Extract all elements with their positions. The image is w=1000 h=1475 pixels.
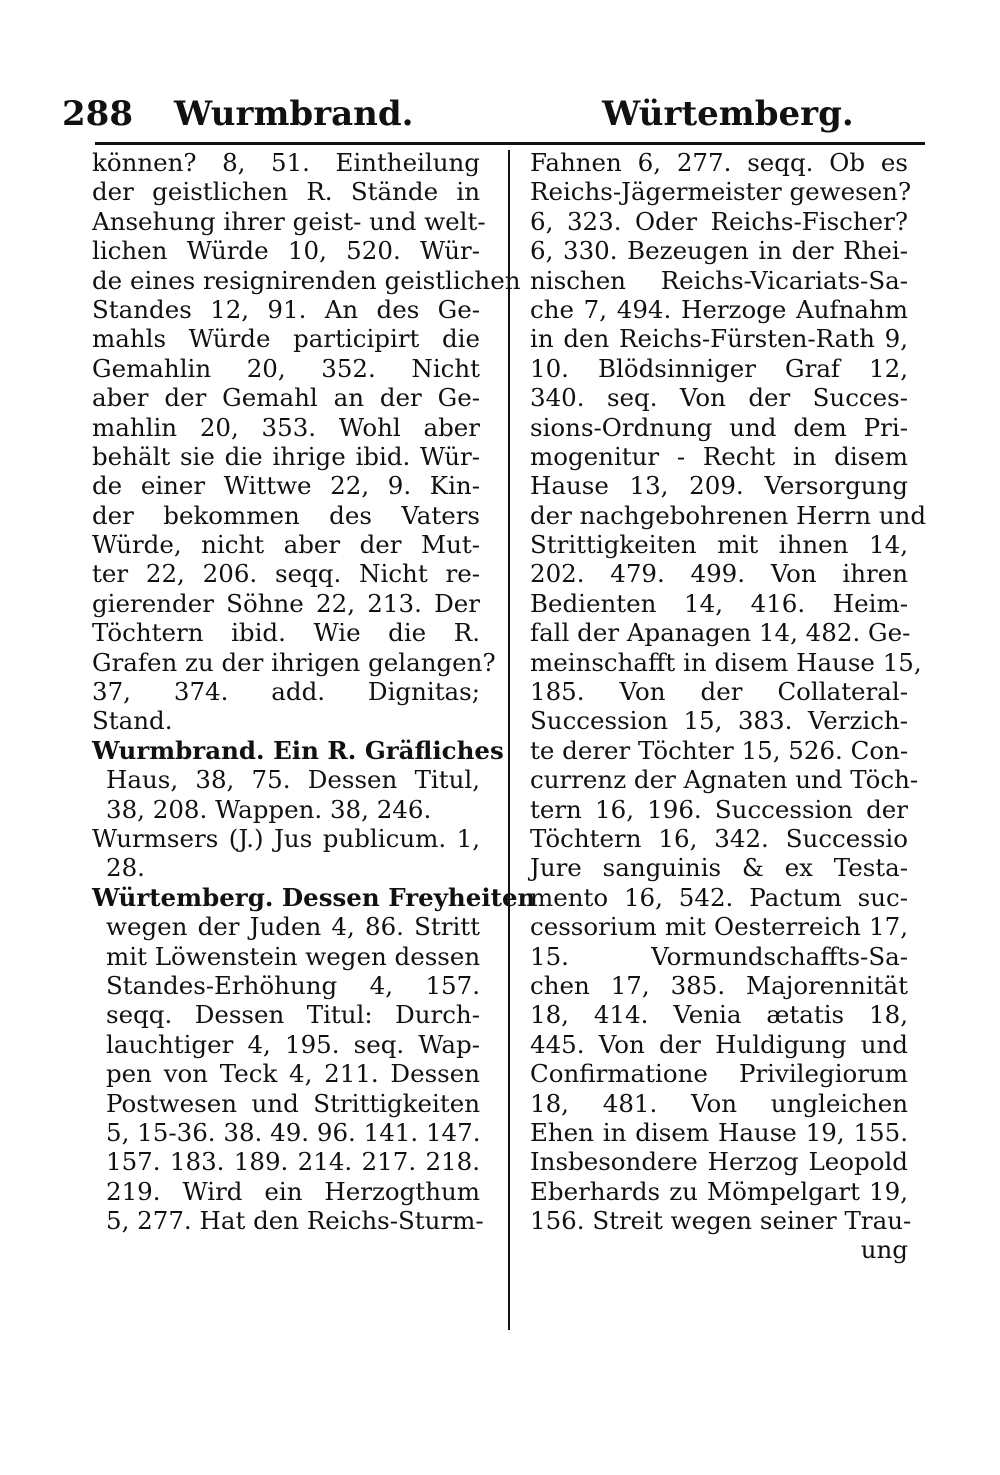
text-line: Reichs-Jägermeister gewesen? [530, 177, 912, 207]
text-line: 157. 183. 189. 214. 217. 218. [106, 1147, 480, 1177]
text-line: Succession 15, 383. Verzich- [530, 706, 908, 736]
text-line: Fahnen 6, 277. seqq. Ob es [530, 148, 908, 177]
text-line: behält sie die ihrige ibid. Wür- [92, 441, 480, 471]
text-line: Postwesen und Strittigkeiten [106, 1088, 480, 1118]
page-header [62, 94, 922, 134]
text-line: te derer Töchter 15, 526. Con- [530, 735, 909, 765]
text-line: gierender Söhne 22, 213. Der [92, 588, 480, 618]
right-column [530, 148, 927, 1265]
text-line: sions-Ordnung und dem Pri- [530, 412, 908, 442]
catchword: ung [860, 1235, 908, 1265]
column-divider [508, 150, 510, 1330]
text-line: Insbesondere Herzog Leopold [530, 1147, 908, 1177]
text-line: Würde, nicht aber der Mut- [92, 530, 480, 560]
text-line: 6, 323. Oder Reichs-Fischer? [530, 206, 908, 236]
text-line: che 7, 494. Herzoge Aufnahm [530, 294, 908, 324]
text-line: fall der Apanagen 14, 482. Ge- [530, 618, 911, 648]
entry-wurtemberg: Würtemberg. Dessen Freyheiten [92, 882, 536, 912]
text-line: lauchtiger 4, 195. seq. Wap- [106, 1029, 480, 1059]
text-line: mahls Würde participirt die [92, 324, 480, 354]
text-line: 38, 208. Wappen. 38, 246. [106, 794, 432, 824]
text-line: nischen Reichs-Vicariats-Sa- [530, 265, 908, 295]
text-line: 18, 414. Venia ætatis 18, [530, 1000, 908, 1030]
text-line: lichen Würde 10, 520. Wür- [92, 236, 480, 266]
text-line: Bedienten 14, 416. Heim- [530, 588, 908, 618]
entry-wurmsers: Wurmsers (J.) Jus publicum. 1, [92, 823, 480, 853]
page-number: 288 [62, 94, 133, 134]
text-line: pen von Teck 4, 211. Dessen [106, 1059, 480, 1089]
text-line: 5, 277. Hat den Reichs-Sturm- [106, 1206, 484, 1236]
text-line: Stand. [92, 706, 173, 736]
text-line: Strittigkeiten mit ihnen 14, [530, 530, 908, 560]
text-line: mogenitur - Recht in disem [530, 441, 908, 471]
text-line: können? 8, 51. Eintheilung [92, 148, 480, 177]
text-line: tern 16, 196. Succession der [530, 794, 908, 824]
text-line: currenz der Agnaten und Töch- [530, 765, 919, 795]
text-line: in den Reichs-Fürsten-Rath 9, [530, 324, 908, 354]
text-line: Confirmatione Privilegiorum [530, 1059, 908, 1089]
text-line: Töchtern ibid. Wie die R. [92, 618, 480, 648]
text-line: 37, 374. add. Dignitas; [92, 677, 480, 707]
text-line: mento 16, 542. Pactum suc- [530, 882, 908, 912]
text-line: Haus, 38, 75. Dessen Titul, [106, 765, 480, 795]
text-line: mit Löwenstein wegen dessen [106, 941, 481, 971]
text-line: 445. Von der Huldigung und [530, 1029, 908, 1059]
text-line: 185. Von der Collateral- [530, 677, 908, 707]
text-line: 28. [106, 853, 145, 883]
entry-wurmbrand: Wurmbrand. Ein R. Gräfliches [92, 735, 504, 765]
text-line: 5, 15-36. 38. 49. 96. 141. 147. [106, 1117, 481, 1147]
text-line: Standes-Erhöhung 4, 157. [106, 970, 480, 1000]
text-line: Standes 12, 91. An des Ge- [92, 294, 480, 324]
text-line: de einer Wittwe 22, 9. Kin- [92, 471, 480, 501]
text-line: Ehen in disem Hause 19, 155. [530, 1117, 908, 1147]
text-line: Eberhards zu Mömpelgart 19, [530, 1176, 908, 1206]
text-line: aber der Gemahl an der Ge- [92, 383, 480, 413]
text-line: Hause 13, 209. Versorgung [530, 471, 908, 501]
text-line: 10. Blödsinniger Graf 12, [530, 353, 908, 383]
text-line: meinschafft in disem Hause 15, [530, 647, 922, 677]
text-line: Töchtern 16, 342. Successio [530, 823, 908, 853]
text-line: mahlin 20, 353. Wohl aber [92, 412, 480, 442]
text-line: der nachgebohrenen Herrn und [530, 500, 927, 530]
text-line: 156. Streit wegen seiner Trau- [530, 1206, 912, 1236]
left-column [92, 148, 536, 1236]
text-line: wegen der Juden 4, 86. Stritt [106, 912, 480, 942]
running-head-right: Würtemberg. [602, 94, 854, 134]
text-line: der bekommen des Vaters [92, 500, 480, 530]
text-line: der geistlichen R. Stände in [92, 177, 480, 207]
text-line: Grafen zu der ihrigen gelangen? [92, 647, 496, 677]
text-line: Gemahlin 20, 352. Nicht [92, 353, 480, 383]
text-line: Ansehung ihrer geist- und welt- [92, 206, 486, 236]
text-line: cessorium mit Oesterreich 17, [530, 912, 908, 942]
header-rule [95, 142, 925, 145]
text-line: de eines resignirenden geistlichen [92, 265, 521, 295]
text-line: 6, 330. Bezeugen in der Rhei- [530, 236, 908, 266]
text-line: 219. Wird ein Herzogthum [106, 1176, 480, 1206]
text-line: 15. Vormundschaffts-Sa- [530, 941, 908, 971]
text-line: 202. 479. 499. Von ihren [530, 559, 908, 589]
text-line: 340. seq. Von der Succes- [530, 383, 908, 413]
running-head-left: Wurmbrand. [174, 94, 414, 134]
text-line: ter 22, 206. seqq. Nicht re- [92, 559, 480, 589]
text-line: Jure sanguinis & ex Testa- [530, 853, 908, 883]
text-line: 18, 481. Von ungleichen [530, 1088, 908, 1118]
text-line: chen 17, 385. Majorennität [530, 970, 908, 1000]
text-line: seqq. Dessen Titul: Durch- [106, 1000, 480, 1030]
